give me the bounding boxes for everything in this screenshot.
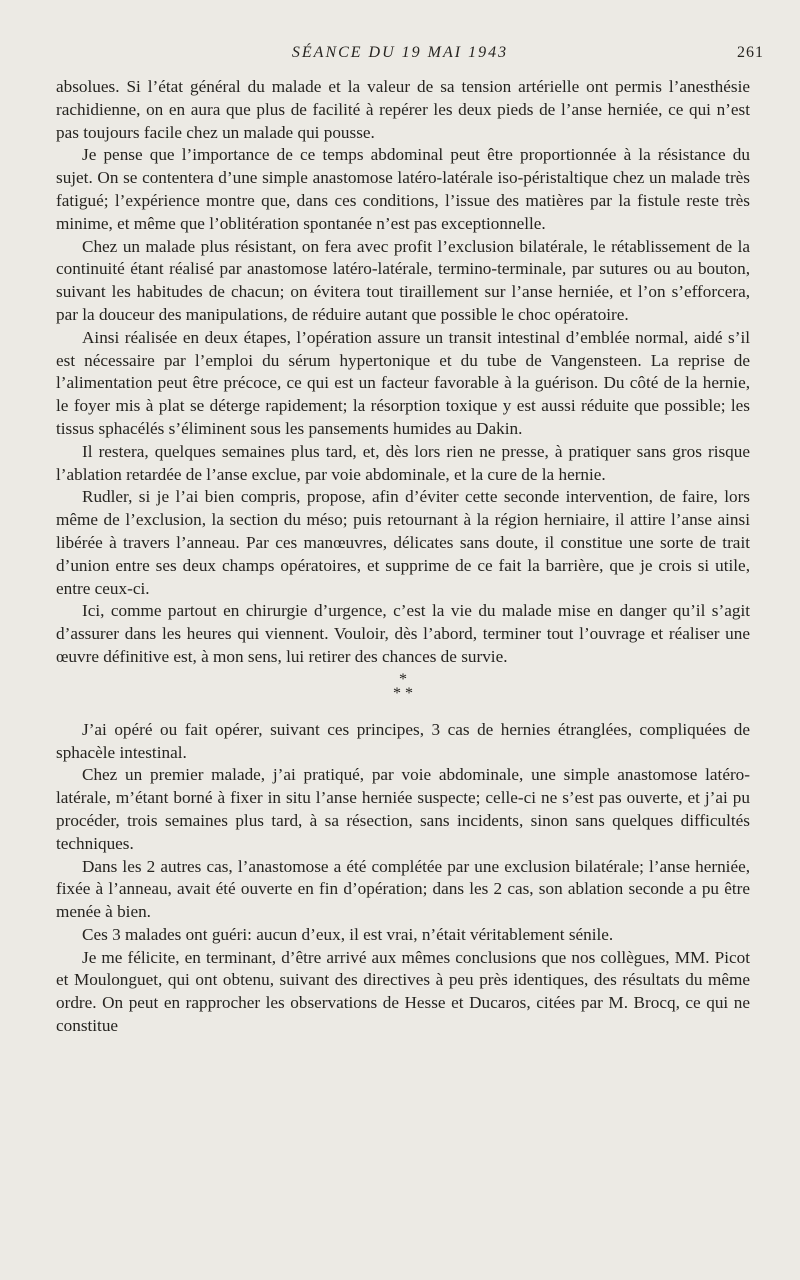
page-number: 261 xyxy=(737,44,764,61)
asterism-top: * xyxy=(399,670,407,688)
paragraph: Chez un premier malade, j’ai pratiqué, par voie abdominale, une simple anastomose latéro-latérale, m’étant borné à fixer in situ l’anse herniée suspecte; celle-ci ne s’est pas ouverte, et j’ai pu procéder, trois semaines plus tard, à sa résection, sans incidents, sinon sans quelques difficultés techniques. xyxy=(56,765,750,853)
paragraph: Ici, comme partout en chirurgie d’urgence, c’est la vie du malade mise en danger qu’il s’agit d’assurer dans les heures qui viennent. Vouloir, dès l’abord, terminer tout l’ouvrage et réaliser une œuvre définitive est, à mon sens, lui retirer des chances de survie. xyxy=(56,601,750,666)
asterism-bottom: * * xyxy=(393,684,413,702)
body-text xyxy=(56,76,750,1038)
paragraph: Je me félicite, en terminant, d’être arrivé aux mêmes conclusions que nos collègues, MM. Picot et Moulonguet, qui ont obtenu, suivant des directives à peu près identiques, des résultats du même ordre. On peut en rapprocher les observations de Hesse et Ducaros, citées par M. Brocq, ce qui ne constitue xyxy=(56,947,750,1036)
paragraph: J’ai opéré ou fait opérer, suivant ces principes, 3 cas de hernies étranglées, compliquées de sphacèle intestinal. xyxy=(56,719,750,762)
paragraph: Je pense que l’importance de ce temps abdominal peut être proportionnée à la résistance du sujet. On se contentera d’une simple anastomose latéro-latérale iso-péristaltique chez un malade très fatigué; l’expérience montre que, dans ces conditions, l’issue des matières par la fistule reste très minime, et même que l’oblitération spontanée n’est pas exceptionnelle. xyxy=(56,145,750,233)
paragraph: Il restera, quelques semaines plus tard, et, dès lors rien ne presse, à pratiquer sans gros risque l’ablation retardée de l’anse exclue, par voie abdominale, et la cure de la hernie. xyxy=(56,441,750,484)
paragraph: Ces 3 malades ont guéri: aucun d’eux, il est vrai, n’était véritablement sénile. xyxy=(82,924,614,944)
paragraph: Dans les 2 autres cas, l’anastomose a été complétée par une exclusion bilatérale; l’anse herniée, fixée à l’anneau, avait été ouverte en fin d’opération; dans les 2 cas, son ablation seconde a pu être menée à bien. xyxy=(56,856,750,922)
paragraph: Chez un malade plus résistant, on fera avec profit l’exclusion bilatérale, le rétablissement de la continuité étant réalisé par anastomose latéro-latérale, termino-terminale, par sutures ou au bouton, suivant les habitudes de chacun; on évitera tout tiraillement sur l’anse herniée, et l’on s’efforcera, par la douceur des manipulations, de réduire autant que possible le choc opératoire. xyxy=(56,236,750,324)
paragraph: Ainsi réalisée en deux étapes, l’opération assure un transit intestinal d’emblée normal, aidé s’il est nécessaire par l’emploi du sérum hypertonique et du tube de Vangensteen. La reprise de l’alimentation peut être précoce, ce qui est un facteur favorable à la guérison. Du côté de la hernie, le foyer mis à plat se déterge rapidement; la résorption toxique y est aussi réduite que possible; les tissus sphacélés s’éliminent sous les pansements humides au Dakin. xyxy=(56,327,750,438)
running-title: SÉANCE DU 19 MAI 1943 xyxy=(291,44,509,61)
section-asterism xyxy=(56,669,750,713)
paragraph: absolues. Si l’état général du malade et la valeur de sa tension artérielle ont permis l’anesthésie rachidienne, on en aura que plus de facilité à repérer les deux pieds de l’anse herniée, ce qui n’est pas toujours facile chez un malade qui pousse. xyxy=(56,77,750,142)
running-header xyxy=(0,44,800,68)
paragraph: Rudler, si je l’ai bien compris, propose, afin d’éviter cette seconde intervention, de faire, lors même de l’exclusion, la section du méso; puis retournant à la région herniaire, il attire l’anse ainsi libérée à travers l’anneau. Par ces manœuvres, délicates sans doute, il constitue une sorte de trait d’union entre ses deux champs opératoires, et supprime de ce fait la barrière, que je crois si utile, entre ceux-ci. xyxy=(56,487,750,598)
